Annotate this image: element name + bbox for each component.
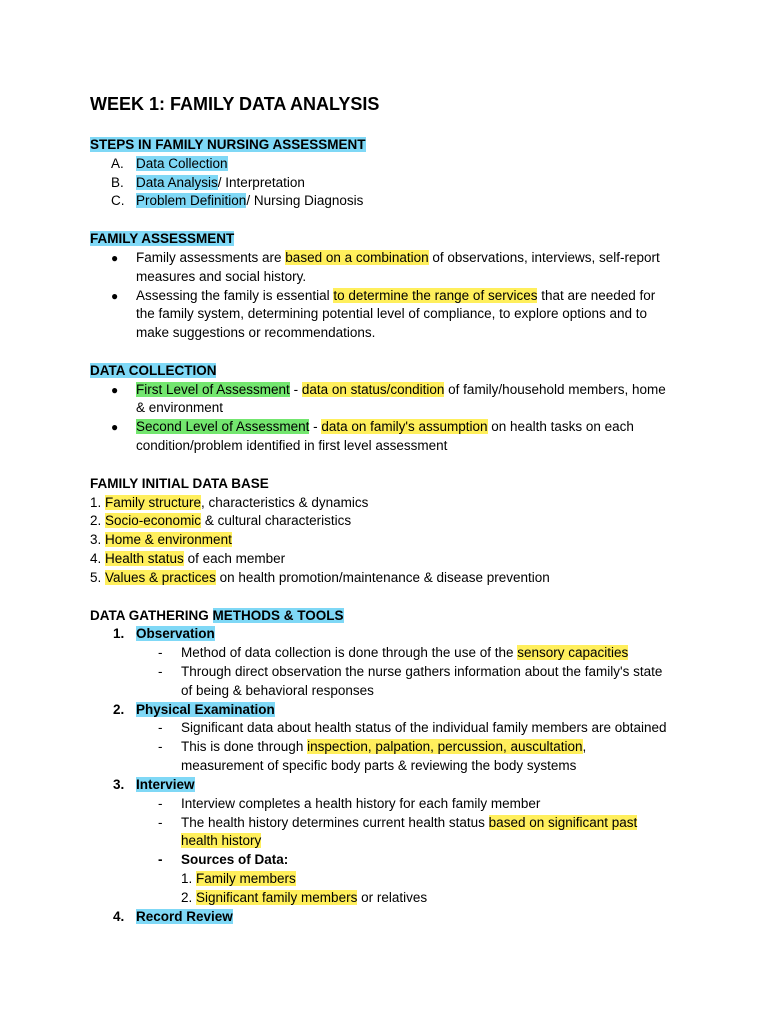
dash-marker: - [158, 720, 163, 735]
dash-marker: - [158, 645, 163, 660]
method-detail: Significant data about health status of the individual family members are obtained [181, 720, 667, 735]
method-number: 3. [113, 777, 125, 792]
list-item: Problem Definition/ Nursing Diagnosis [136, 193, 364, 208]
method-detail-cont: health history [181, 833, 262, 848]
bullet-text-cont: & environment [136, 400, 224, 415]
list-item: 3. Home & environment [90, 532, 232, 547]
source-item: 1. Family members [181, 871, 296, 886]
bullet-text-cont: condition/problem identified in first level assessment [136, 438, 448, 453]
method-label: Record Review [136, 909, 233, 924]
bullet-text-cont: make suggestions or recommendations. [136, 325, 376, 340]
sources-label: Sources of Data: [181, 852, 289, 867]
method-detail: Through direct observation the nurse gathers information about the family's state [181, 664, 663, 679]
method-detail: This is done through inspection, palpation, percussion, auscultation, [181, 739, 587, 754]
dash-marker: - [158, 852, 163, 867]
bullet-marker: ● [111, 251, 119, 265]
methods-heading: DATA GATHERING METHODS & TOOLS [90, 608, 344, 623]
method-detail-cont: of being & behavioral responses [181, 683, 374, 698]
source-item: 2. Significant family members or relatives [181, 890, 428, 905]
method-detail: Interview completes a health history for each family member [181, 796, 541, 811]
method-number: 2. [113, 702, 125, 717]
bullet-text-cont: measures and social history. [136, 269, 307, 284]
list-item: Data Analysis/ Interpretation [136, 175, 305, 190]
steps-heading: STEPS IN FAMILY NURSING ASSESSMENT [90, 137, 366, 152]
bullet-text-cont: the family system, determining potential level of compliance, to explore options and to [136, 306, 648, 321]
bullet-text: First Level of Assessment - data on status/condition of family/household members, home [136, 382, 666, 397]
method-number: 1. [113, 626, 125, 641]
bullet-marker: ● [111, 383, 119, 397]
list-item: 5. Values & practices on health promotion/maintenance & disease prevention [90, 570, 550, 585]
method-label: Physical Examination [136, 702, 275, 717]
method-detail: The health history determines current health status based on significant past [181, 815, 638, 830]
list-item: 4. Health status of each member [90, 551, 286, 566]
bullet-marker: ● [111, 420, 119, 434]
page-title: WEEK 1: FAMILY DATA ANALYSIS [90, 94, 380, 114]
list-item: Data Collection [136, 156, 228, 171]
initial-data-base-heading: FAMILY INITIAL DATA BASE [90, 476, 269, 491]
bullet-text: Second Level of Assessment - data on family's assumption on health tasks on each [136, 419, 634, 434]
list-item: 1. Family structure, characteristics & dynamics [90, 495, 369, 510]
method-label: Observation [136, 626, 215, 641]
method-detail-cont: measurement of specific body parts & reviewing the body systems [181, 758, 577, 773]
dash-marker: - [158, 739, 163, 754]
bullet-text: Assessing the family is essential to determine the range of services that are needed for [136, 288, 656, 303]
list-marker: C. [111, 193, 125, 208]
method-detail: Method of data collection is done through the use of the sensory capacities [181, 645, 629, 660]
data-collection-heading: DATA COLLECTION [90, 363, 217, 378]
bullet-marker: ● [111, 289, 119, 303]
dash-marker: - [158, 815, 163, 830]
family-assessment-heading: FAMILY ASSESSMENT [90, 231, 235, 246]
method-number: 4. [113, 909, 125, 924]
list-marker: B. [111, 175, 124, 190]
method-label: Interview [136, 777, 195, 792]
dash-marker: - [158, 664, 163, 679]
dash-marker: - [158, 796, 163, 811]
list-marker: A. [111, 156, 124, 171]
list-item: 2. Socio-economic & cultural characteristics [90, 513, 352, 528]
bullet-text: Family assessments are based on a combination of observations, interviews, self-report [136, 250, 660, 265]
